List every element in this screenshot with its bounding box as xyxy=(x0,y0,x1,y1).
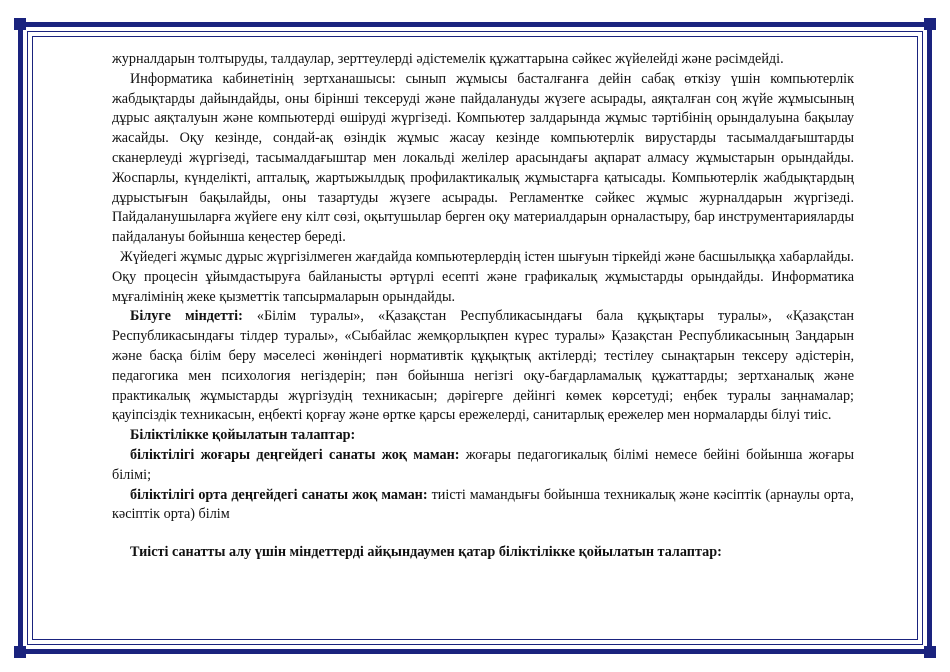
heading-qualification-requirements: Біліктілікке қойылатын талаптар: xyxy=(130,427,356,444)
mid-level-label: біліктілігі орта деңгейдегі санаты жоқ маман: xyxy=(130,486,428,503)
mid-level-text: тиісті мамандығы бойынша техникалық және кәсіптік (арнаулы орта, кәсіптік орта) білім xyxy=(112,486,854,523)
must-know-text: «Білім туралы», «Қазақстан Республикасындағы бала құқықтары туралы», «Қазақстан Республикасындағы тілдер туралы», «Сыбайлас жемқорлықпен күрес туралы» Қазақстан Республикасының Заңдарын және басқа білім беру мәселесі жөніндегі нормативтік құқықтық актілерді; тестілеу сынақтарын тексеру әдістерін, педагогика мен психология негіздерін; пән бойынша негізгі оқу-бағдарламалық құжаттарды; зертханалық және практикалық жұмыстарды жүргізудің техникасын; дәрігерге дейінгі көмек көрсетуді; еңбек туралы заңнамалар; қауіпсіздік техникасын, еңбекті қорғау және өртке қарсы ережелерді, санитарлық ережелер мен нормаларды білуі тиіс. xyxy=(112,308,854,424)
paragraph-must-know xyxy=(112,307,854,426)
paragraph-lab-assistant-duties: Информатика кабинетінің зертханашысы: сынып жұмысы басталғанға дейін сабақ өткізу үшін компьютерлік жабдықтарды дайындайды, оны бірінші тексеруді және пайдалануды жүзеге асырады, аяқталған соң жүйе жұмысының дұрыс аяқталуын және компьютерді өшіруді жүргізеді. Компьютер залдарында жұмыс тәртібінің орындалуына бақылау жасайды. Оқу кезінде, сондай-ақ өзіндік жұмыс жасау кезінде компьютерлік вирустарды тасымалдағыштарды сканерлеуді жүргізеді, тасымалдағыштар мен локальді желілер арасындағы ақпарат алмасу жұмыстарын орындайды. Жоспарлы, күнделікті, апталық, жартыжылдық профилактикалық жұмыстарға қатысады. Компьютерлік жабдықтардың дұрыстығын бақылайды, оны тазартуды жүзеге асырады. Регламентке сәйкес жұмыс журналдарын жүргізеді. Пайдаланушыларға жүйеге ену кілт сөзі, оқытушылар берген оқу материалдарын орналастыру, бар инструментарияларды пайдалануы бойынша кеңестер береді. xyxy=(112,70,854,246)
document-body xyxy=(112,50,854,563)
border-corner-bottom-left xyxy=(14,646,26,658)
higher-level-text: жоғары педагогикалық білімі немесе бейіні бойынша жоғары білімі; xyxy=(112,446,854,483)
paragraph-mid-level-specialist xyxy=(112,486,854,526)
higher-level-label: біліктілігі жоғары деңгейдегі санаты жоқ маман: xyxy=(130,446,460,463)
border-corner-top-right xyxy=(924,18,936,30)
heading-category-requirements: Тиісті санатты алу үшін міндеттерді айқындаумен қатар біліктілікке қойылатын талаптар: xyxy=(130,544,722,561)
paragraph-failure-reporting: Жүйедегі жұмыс дұрыс жүргізілмеген жағдайда компьютерлердің істен шығуын тіркейді және басшылыққа хабарлайды. Оқу процесін ұйымдастыруға байланысты әртүрлі есепті және графикалық жұмыстарды орындайды. Информатика мұғалімінің жеке қызметтік тапсырмаларын орындайды. xyxy=(112,248,854,305)
must-know-label: Білуге міндетті: xyxy=(130,308,243,325)
paragraph-higher-level-specialist xyxy=(112,446,854,486)
paragraph-journals: журналдарын толтыруды, талдаулар, зерттеулерді әдістемелік құжаттарына сәйкес жүйелейді және рәсімдейді. xyxy=(112,51,784,67)
border-corner-bottom-right xyxy=(924,646,936,658)
border-corner-top-left xyxy=(14,18,26,30)
